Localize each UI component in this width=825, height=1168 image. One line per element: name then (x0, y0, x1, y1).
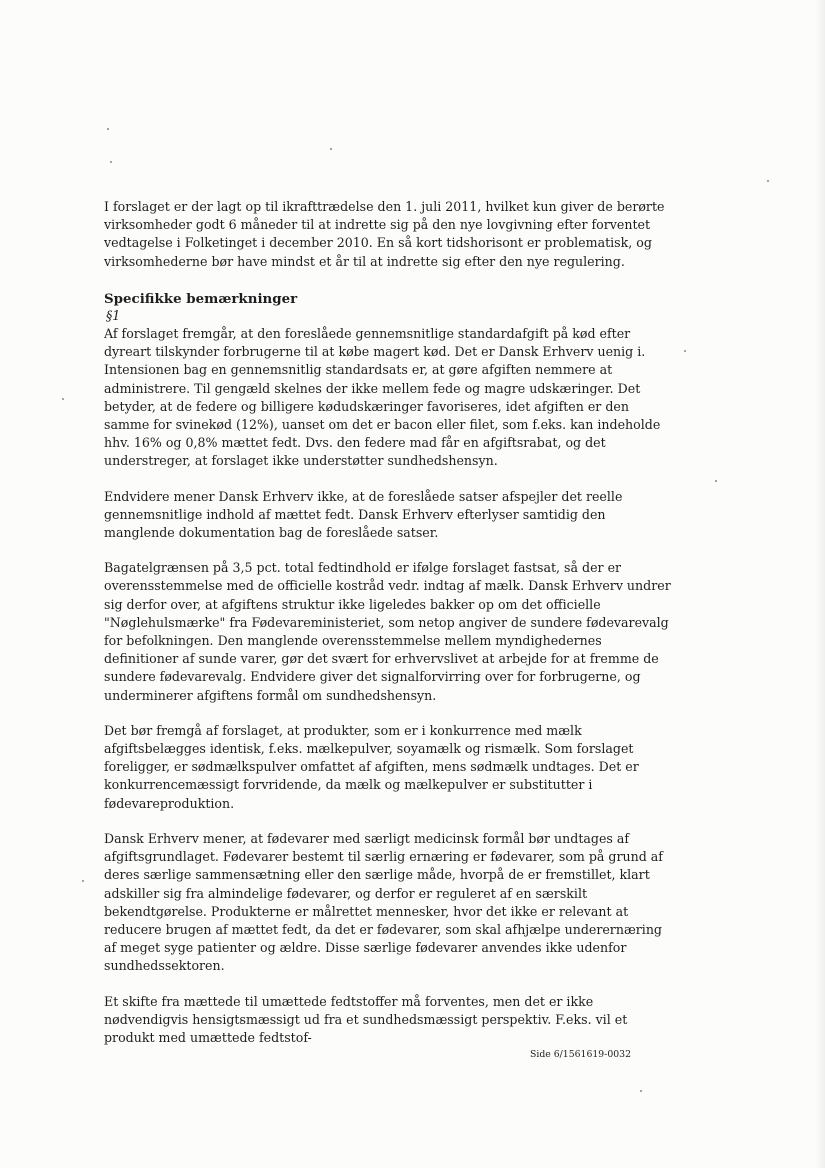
scan-speck (82, 880, 84, 882)
document-body (104, 198, 676, 1047)
intro-paragraph: I forslaget er der lagt op til ikrafttrædelse den 1. juli 2011, hvilket kun giver de berørte virksomheder godt 6 måneder til at indrette sig på den nye lovgivning efter forventet vedtagelse i Folketinget i december 2010. En så kort tidshorisont er problematisk, og virksomhederne bør have mindst et år til at indrette sig efter den nye regulering. (104, 199, 665, 269)
paragraph-medical-food: Dansk Erhverv mener, at fødevarer med særligt medicinsk formål bør undtages af afgiftsgrundlaget. Fødevarer bestemt til særlig ernæring er fødevarer, som på grund af deres særlige sammensætning eller den særlige måde, hvorpå de er fremstillet, klart adskiller sig fra almindelige fødevarer, og derfor er reguleret af en særskilt bekendtgørelse. Produkterne er målrettet mennesker, hvor det ikke er relevant at reducere brugen af mættet fedt, da det er fødevarer, som skal afhjælpe underernæring af meget syge patienter og ældre. Disse særlige fødevarer anvendes ikke udenfor sundhedssektoren. (104, 830, 663, 974)
section-heading: Specifikke bemærkninger (104, 290, 298, 307)
scan-speck (684, 350, 686, 352)
scan-speck (107, 128, 109, 130)
scan-speck (715, 480, 717, 482)
section-mark: §1 (106, 308, 121, 324)
paragraph-rates: Endvidere mener Dansk Erhverv ikke, at de foreslåede satser afspejler det reelle gennemsnitlige indhold af mættet fedt. Dansk Erhverv efterlyser samtidig den manglende dokumentation bag de foreslåede satser. (104, 488, 623, 541)
paragraph-meat-tax: Af forslaget fremgår, at den foreslåede gennemsnitlige standardafgift på kød efter dyreart tilskynder forbrugerne til at købe magert kød. Det er Dansk Erhverv uenig i. Intensionen bag en gennemsnitlig standardsats er, at gøre afgiften nemmere at administrere. Til gengæld skelnes der ikke mellem fede og magre udskæringer. Det betyder, at de federe og billigere kødudskæringer favoriseres, idet afgiften er den samme for svinekød (12%), uanset om det er bacon eller filet, som f.eks. kan indeholde hhv. 16% og 0,8% mættet fedt. Dvs. den federe mad får en afgiftsrabat, og det understreger, at forslaget ikke understøtter sundhedshensyn. (104, 326, 661, 469)
scan-speck (110, 161, 112, 163)
scan-speck (62, 398, 64, 400)
scan-speck (640, 1090, 642, 1092)
scan-edge-shadow (815, 0, 825, 1168)
paragraph-milk-products: Det bør fremgå af forslaget, at produkter, som er i konkurrence med mælk afgiftsbelægges identisk, f.eks. mælkepulver, soyamælk og rismælk. Som forslaget foreligger, er sødmælkspulver omfattet af afgiften, mens sødmælk undtages. Det er konkurrencemæssigt forvridende, da mælk og mælkepulver er substitutter i fødevareproduktion. (104, 722, 639, 811)
paragraph-threshold: Bagatelgrænsen på 3,5 pct. total fedtindhold er ifølge forslaget fastsat, så der er overensstemmelse med de officielle kostråd vedr. indtag af mælk. Dansk Erhverv undrer sig derfor over, at afgiftens struktur ikke ligeledes bakker op om det officielle "Nøglehulsmærke" fra Fødevareministeriet, som netop angiver de sundere fødevarevalg for befolkningen. Den manglende overensstemmelse mellem myndighedernes definitioner af sunde varer, gør det svært for erhvervslivet at arbejde for at fremme de sundere fødevarevalg. Endvidere giver det signalforvirring over for forbrugerne, og underminerer afgiftens formål om sundhedshensyn. (104, 560, 671, 703)
paragraph-unsaturated-fats: Et skifte fra mættede til umættede fedtstoffer må forventes, men det er ikke nødvendigvis hensigtsmæssigt ud fra et sundhedsmæssigt perspektiv. F.eks. vil et produkt med umættede fedtstof- (104, 993, 628, 1045)
scan-speck (330, 148, 332, 150)
scan-speck (767, 180, 769, 182)
page-reference: Side 6/1561619-0032 (530, 1049, 632, 1060)
